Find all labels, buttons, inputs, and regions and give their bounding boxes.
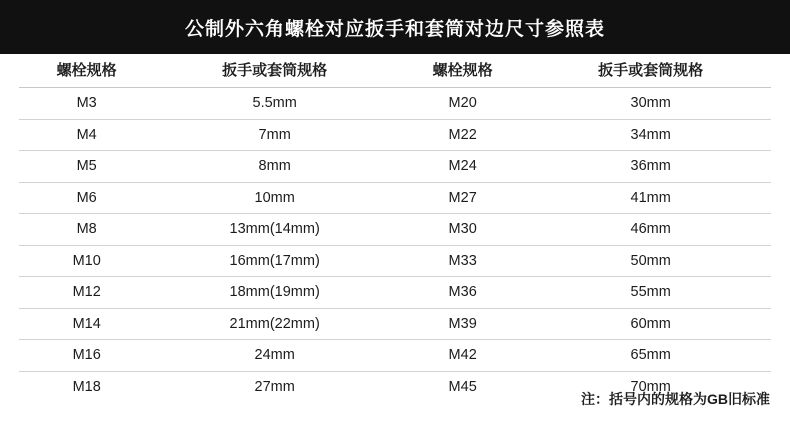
cell-wrench-spec-right: 55mm <box>530 277 771 309</box>
title-bar <box>0 0 790 54</box>
cell-wrench-spec-left: 7mm <box>154 119 395 151</box>
cell-wrench-spec-right: 41mm <box>530 182 771 214</box>
cell-bolt-spec-right: M36 <box>395 277 530 309</box>
table-row <box>19 308 771 340</box>
cell-bolt-spec-right: M24 <box>395 151 530 183</box>
cell-bolt-spec-left: M5 <box>19 151 154 183</box>
cell-bolt-spec-right: M45 <box>448 378 477 395</box>
cell-bolt-spec-right: M20 <box>395 88 530 120</box>
table-header <box>19 54 771 88</box>
cell-bolt-spec-right: M22 <box>395 119 530 151</box>
table-row <box>19 151 771 183</box>
column-header-bolt-spec-right: 螺栓规格 <box>395 54 530 88</box>
cell-bolt-spec-right: M33 <box>395 245 530 277</box>
cell-wrench-spec-left: 24mm <box>154 340 395 372</box>
cell-wrench-spec-right: 50mm <box>530 245 771 277</box>
cell-wrench-spec-left: 21mm(22mm) <box>154 308 395 340</box>
cell-wrench-spec-left: 16mm(17mm) <box>154 245 395 277</box>
table-row <box>19 88 771 120</box>
cell-bolt-spec-right: M27 <box>395 182 530 214</box>
cell-bolt-spec-right: M39 <box>395 308 530 340</box>
page-title: 公制外六角螺栓对应扳手和套筒对边尺寸参照表 <box>184 18 605 40</box>
cell-wrench-spec-right: 65mm <box>530 340 771 372</box>
cell-wrench-spec-right: 46mm <box>530 214 771 246</box>
table-body <box>19 88 771 403</box>
cell-wrench-spec-left: 13mm(14mm) <box>154 214 395 246</box>
table-row <box>19 340 771 372</box>
cell-bolt-spec-left: M3 <box>19 88 154 120</box>
cell-wrench-spec-right: 60mm <box>530 308 771 340</box>
table-header-row <box>19 54 771 88</box>
table-row <box>19 182 771 214</box>
cell-bolt-spec-left: M8 <box>19 214 154 246</box>
column-header-wrench-spec-right: 扳手或套筒规格 <box>530 54 771 88</box>
cell-wrench-spec-right: 36mm <box>530 151 771 183</box>
cell-bolt-spec-left: M6 <box>19 182 154 214</box>
column-header-bolt-spec-left: 螺栓规格 <box>19 54 154 88</box>
table-row <box>19 277 771 309</box>
cell-bolt-spec-left: M16 <box>19 340 154 372</box>
table-row <box>19 119 771 151</box>
cell-wrench-spec-left: 8mm <box>154 151 395 183</box>
footnote: 注：括号内的规格为GB旧标准 <box>581 391 770 407</box>
cell-wrench-spec-left: 18mm(19mm) <box>154 277 395 309</box>
cell-bolt-spec-left: M18 <box>72 378 101 395</box>
cell-bolt-spec-left: M12 <box>19 277 154 309</box>
bolt-wrench-size-table <box>19 54 771 402</box>
cell-wrench-spec-right: 30mm <box>530 88 771 120</box>
cell-wrench-spec-left: 5.5mm <box>154 88 395 120</box>
column-header-wrench-spec-left: 扳手或套筒规格 <box>154 54 395 88</box>
cell-wrench-spec-right: 70mm <box>630 378 671 395</box>
cell-bolt-spec-right: M42 <box>395 340 530 372</box>
cell-wrench-spec-left: 27mm <box>254 378 295 395</box>
cell-bolt-spec-left: M4 <box>19 119 154 151</box>
cell-bolt-spec-left: M14 <box>19 308 154 340</box>
cell-wrench-spec-left: 10mm <box>154 182 395 214</box>
cell-bolt-spec-right: M30 <box>395 214 530 246</box>
table-row <box>19 245 771 277</box>
table-row <box>19 214 771 246</box>
cell-wrench-spec-right: 34mm <box>530 119 771 151</box>
cell-bolt-spec-left: M10 <box>19 245 154 277</box>
